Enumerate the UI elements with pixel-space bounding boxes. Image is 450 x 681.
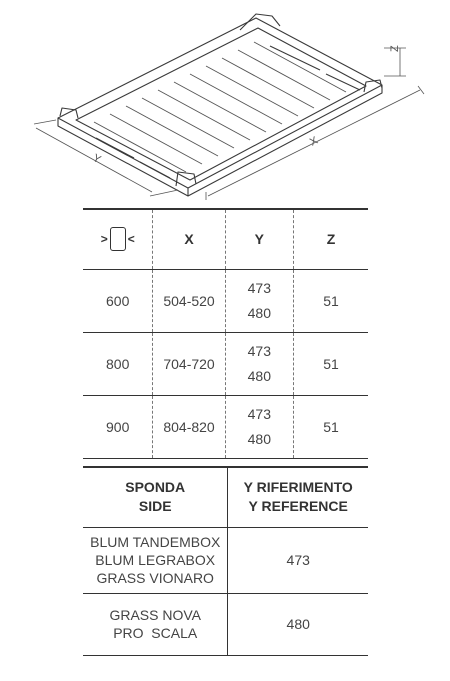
reference-header-line: Y RIFERIMENTO xyxy=(243,479,353,496)
z-cell: 51 xyxy=(293,332,368,395)
z-cell: 51 xyxy=(293,395,368,458)
table-row xyxy=(83,527,368,593)
side-header-row xyxy=(83,467,368,527)
tray-drawing xyxy=(0,0,450,200)
side-name: BLUM TANDEMBOX xyxy=(90,534,221,550)
reference-header-line: Y REFERENCE xyxy=(248,498,348,515)
side-name: BLUM LEGRABOX xyxy=(95,552,216,568)
side-name: GRASS NOVA xyxy=(109,607,201,623)
y-value: 480 xyxy=(247,430,271,447)
side-header-line: SPONDA xyxy=(125,479,186,496)
reference-cell: 480 xyxy=(228,593,368,655)
y-value: 473 xyxy=(247,342,271,359)
x-cell: 504-520 xyxy=(153,269,225,332)
reference-header xyxy=(228,467,368,527)
table-row xyxy=(83,332,368,395)
dimensions-header-row xyxy=(83,209,368,269)
width-header xyxy=(83,209,153,269)
dimensions-table xyxy=(83,208,368,459)
x-cell: 804-820 xyxy=(153,395,225,458)
z-cell: 51 xyxy=(293,269,368,332)
x-header: X xyxy=(153,209,225,269)
table-row xyxy=(83,593,368,655)
x-cell: 704-720 xyxy=(153,332,225,395)
y-value: 480 xyxy=(247,304,271,321)
table-row xyxy=(83,269,368,332)
y-value: 480 xyxy=(247,367,271,384)
y-cell xyxy=(225,332,293,395)
width-cell: 600 xyxy=(83,269,153,332)
reference-cell: 473 xyxy=(228,527,368,593)
side-reference-table xyxy=(83,466,368,656)
z-header: Z xyxy=(293,209,368,269)
y-value: 473 xyxy=(247,279,271,296)
side-cell xyxy=(83,527,228,593)
dim-x-label: X xyxy=(307,134,320,149)
side-cell xyxy=(83,593,228,655)
side-header-line: SIDE xyxy=(138,498,172,515)
table-row xyxy=(83,395,368,458)
width-cell: 900 xyxy=(83,395,153,458)
dim-z-label: Z xyxy=(389,45,401,52)
width-cell: 800 xyxy=(83,332,153,395)
side-name: GRASS VIONARO xyxy=(96,570,214,586)
y-cell xyxy=(225,269,293,332)
side-name: PRO SCALA xyxy=(113,625,198,641)
y-value: 473 xyxy=(247,405,271,422)
dim-y-label: Y xyxy=(90,152,103,167)
side-header xyxy=(83,467,228,527)
width-symbol-icon: > < xyxy=(101,227,135,251)
y-cell xyxy=(225,395,293,458)
y-header: Y xyxy=(225,209,293,269)
